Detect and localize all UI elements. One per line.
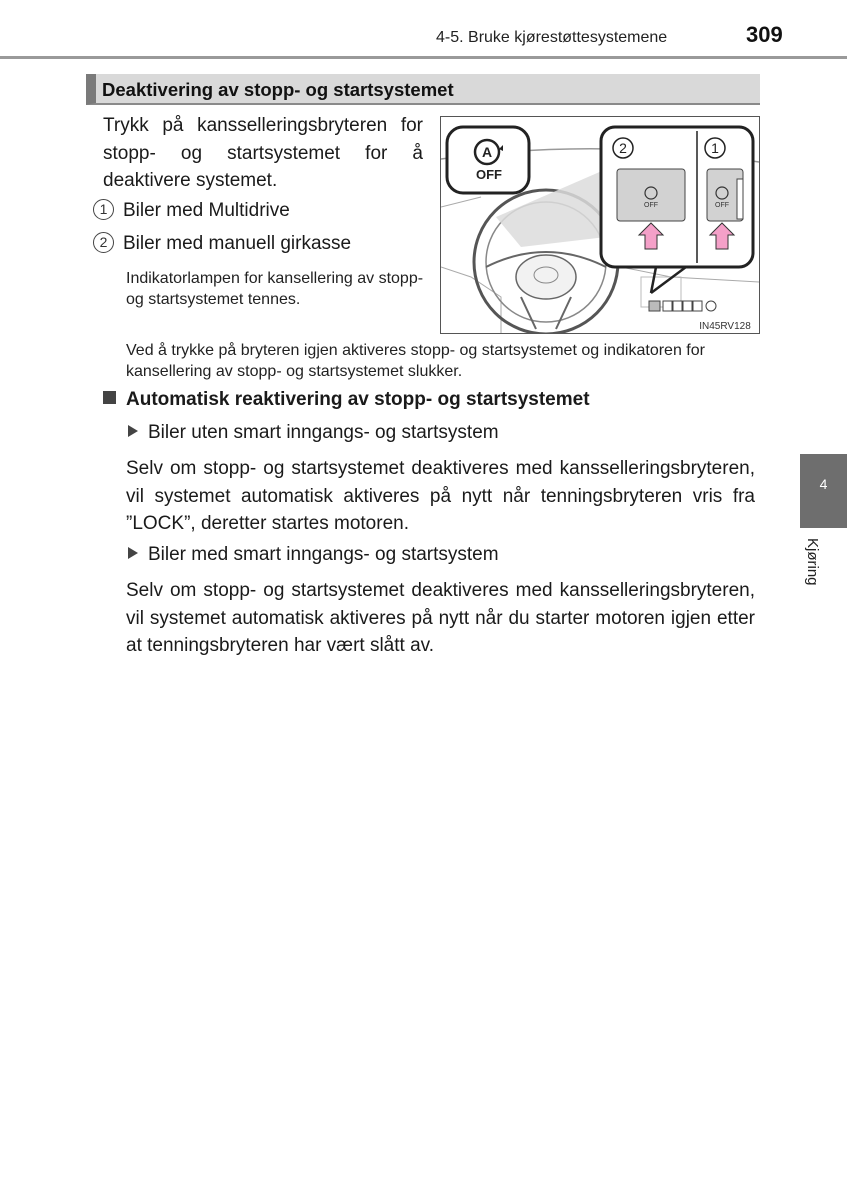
case-title: Biler med smart inngangs- og startsystem: [128, 544, 499, 566]
case-title: Biler uten smart inngangs- og startsystem: [128, 422, 499, 444]
chapter-tab: [800, 454, 847, 528]
svg-text:A: A: [481, 144, 493, 160]
chapter-title: 4-5. Bruke kjørestøttesystemene: [436, 29, 668, 46]
list-item-text: Biler med Multidrive: [123, 200, 290, 221]
svg-text:1: 1: [711, 140, 719, 156]
triangle-bullet-icon: [128, 547, 138, 559]
section-heading-text: Deaktivering av stopp- og startsystemet: [102, 79, 454, 100]
note-paragraph: Ved å trykke på bryteren igjen aktiveres stopp- og startsystemet og indikatoren for kansellering av stopp- og startsystemet slukker.: [126, 342, 705, 380]
triangle-bullet-icon: [128, 425, 138, 437]
chapter-side-label: Kjøring: [804, 538, 821, 586]
case-paragraph: Selv om stopp- og startsystemet deaktiveres med kansselleringsbryteren, vil systemet automatisk aktiveres på nytt når du starter motoren igjen etter at tenningsbryteren har vært slått av.: [126, 580, 755, 656]
section-heading: [86, 74, 760, 105]
off-label: OFF: [476, 167, 502, 182]
square-bullet-icon: [103, 391, 116, 404]
list-item-text: Biler med manuell girkasse: [123, 233, 352, 254]
case-paragraph: Selv om stopp- og startsystemet deaktiveres med kansselleringsbryteren, vil systemet automatisk aktiveres på nytt når tenningsbryteren vris fra ”LOCK”, deretter startes motoren.: [126, 458, 755, 534]
svg-text:OFF: OFF: [715, 202, 729, 209]
number-badge: 1: [93, 199, 114, 220]
intro-paragraph: Trykk på kansselleringsbryteren for stopp- og startsystemet for å deaktivere systemet.: [103, 115, 423, 191]
figure-illustration: [440, 116, 760, 334]
subsection-heading: [103, 389, 590, 411]
list-item: [93, 199, 290, 223]
svg-text:2: 2: [619, 140, 627, 156]
item-note: Indikatorlampen for kansellering av stopp- og startsystemet tennes.: [126, 270, 424, 308]
number-badge: 2: [93, 232, 114, 253]
figure-code: IN45RV128: [699, 321, 751, 332]
page-number: 309: [746, 22, 783, 47]
dashboard-illustration: [441, 117, 759, 333]
list-item: [93, 232, 351, 256]
header-divider: [0, 56, 847, 59]
svg-text:OFF: OFF: [644, 202, 658, 209]
chapter-tab-number: 4: [819, 476, 828, 492]
subsection-heading-text: Automatisk reaktivering av stopp- og startsystemet: [126, 389, 590, 410]
